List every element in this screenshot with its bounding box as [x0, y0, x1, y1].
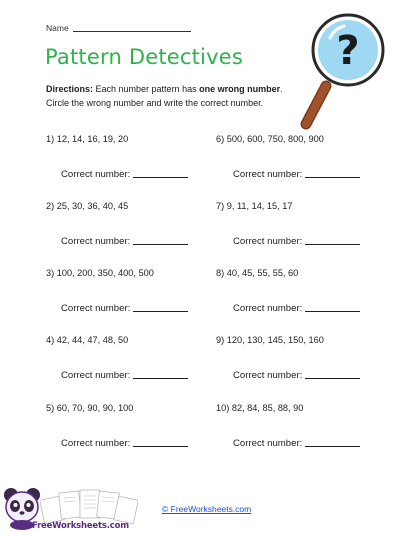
answer-blank-line[interactable]: [305, 368, 360, 379]
answer-blank-line[interactable]: [305, 436, 360, 447]
correct-number-field: [61, 301, 188, 314]
problem-numbers[interactable]: 120, 130, 145, 150, 160: [226, 335, 324, 345]
problem-sequence[interactable]: [46, 134, 128, 144]
answer-blank-line[interactable]: [305, 167, 360, 178]
answer-blank-line[interactable]: [133, 301, 188, 312]
answer-blank-line[interactable]: [133, 167, 188, 178]
directions-label: Directions:: [46, 84, 94, 94]
problem-sequence[interactable]: [216, 268, 298, 278]
footer-copyright-link[interactable]: © FreeWorksheets.com: [162, 504, 252, 514]
problem-numbers[interactable]: 82, 84, 85, 88, 90: [231, 403, 304, 413]
svg-text:?: ?: [336, 28, 360, 74]
page-title: Pattern Detectives: [45, 45, 243, 69]
directions-bold: one wrong number: [199, 84, 281, 94]
correct-number-field: [233, 436, 360, 449]
correct-number-label: Correct number:: [61, 236, 131, 247]
answer-blank-line[interactable]: [305, 301, 360, 312]
worksheet-thumbnails-icon: [40, 488, 138, 524]
problem-sequence[interactable]: [216, 335, 324, 345]
correct-number-label: Correct number:: [61, 370, 131, 381]
site-logo-text: FreeWorksheets.com: [32, 521, 129, 531]
problem-sequence[interactable]: [46, 268, 154, 278]
correct-number-label: Correct number:: [233, 438, 303, 449]
name-label: Name: [46, 23, 69, 33]
magnifying-glass-question-icon: [300, 12, 392, 130]
problem-number: 6): [216, 134, 225, 144]
correct-number-field: [233, 368, 360, 381]
problem-numbers[interactable]: 25, 30, 36, 40, 45: [56, 201, 129, 211]
problem-sequence[interactable]: [46, 335, 128, 345]
correct-number-field: [61, 234, 188, 247]
problem-numbers[interactable]: 60, 70, 90, 90, 100: [56, 403, 134, 413]
problem-numbers[interactable]: 100, 200, 350, 400, 500: [56, 268, 154, 278]
problem-numbers[interactable]: 500, 600, 750, 800, 900: [226, 134, 324, 144]
name-blank-line[interactable]: [73, 22, 191, 32]
correct-number-label: Correct number:: [233, 236, 303, 247]
problem-number: 5): [46, 403, 55, 413]
correct-number-label: Correct number:: [233, 169, 303, 180]
problem-numbers[interactable]: 42, 44, 47, 48, 50: [56, 335, 129, 345]
problem-sequence[interactable]: [216, 134, 324, 144]
problem-sequence[interactable]: [46, 403, 133, 413]
problem-numbers[interactable]: 40, 45, 55, 55, 60: [226, 268, 299, 278]
correct-number-field: [61, 368, 188, 381]
correct-number-label: Correct number:: [61, 438, 131, 449]
correct-number-label: Correct number:: [61, 303, 131, 314]
answer-blank-line[interactable]: [133, 368, 188, 379]
correct-number-field: [61, 436, 188, 449]
problem-number: 4): [46, 335, 55, 345]
problem-number: 10): [216, 403, 230, 413]
correct-number-field: [233, 234, 360, 247]
problem-sequence[interactable]: [46, 201, 128, 211]
problem-number: 3): [46, 268, 55, 278]
answer-blank-line[interactable]: [305, 234, 360, 245]
problem-number: 2): [46, 201, 55, 211]
name-field: [46, 22, 191, 33]
problem-numbers[interactable]: 12, 14, 16, 19, 20: [56, 134, 129, 144]
problem-numbers[interactable]: 9, 11, 14, 15, 17: [226, 201, 293, 211]
correct-number-label: Correct number:: [61, 169, 131, 180]
directions-line-2: Circle the wrong number and write the correct number.: [46, 98, 264, 108]
problem-number: 1): [46, 134, 55, 144]
correct-number-label: Correct number:: [233, 370, 303, 381]
answer-blank-line[interactable]: [133, 436, 188, 447]
correct-number-field: [233, 167, 360, 180]
directions-text-1: Each number pattern has: [93, 84, 200, 94]
problem-number: 7): [216, 201, 225, 211]
correct-number-field: [61, 167, 188, 180]
problem-sequence[interactable]: [216, 403, 303, 413]
problem-number: 8): [216, 268, 225, 278]
correct-number-label: Correct number:: [233, 303, 303, 314]
answer-blank-line[interactable]: [133, 234, 188, 245]
correct-number-field: [233, 301, 360, 314]
directions: [46, 82, 326, 110]
problem-sequence[interactable]: [216, 201, 292, 211]
directions-text-2: .: [280, 84, 283, 94]
problem-number: 9): [216, 335, 225, 345]
